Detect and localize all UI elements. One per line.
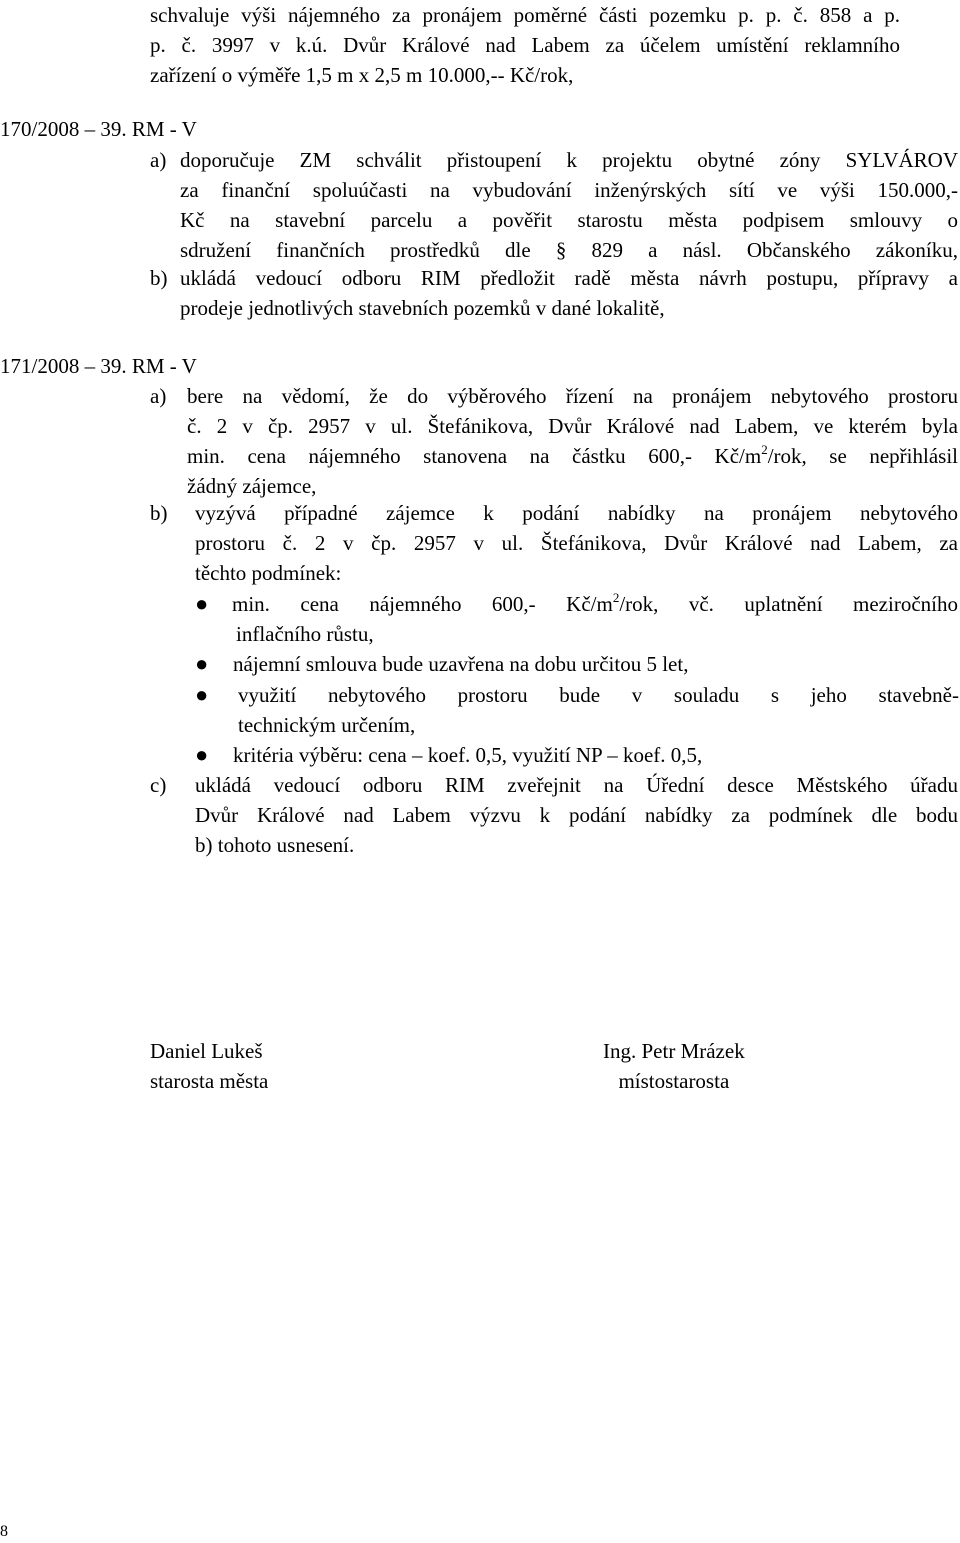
- bullet-item: [195, 649, 960, 679]
- bullet-text: [233, 649, 959, 679]
- item-text: [195, 770, 958, 860]
- bullet-item: [195, 589, 960, 649]
- item-line: prodeje jednotlivých stavebních pozemků v dané lokalitě,: [180, 296, 665, 320]
- resolution-171-heading: 171/2008 – 39. RM - V: [0, 354, 197, 378]
- bullet-icon: ●: [195, 651, 209, 676]
- resolution-171-item-c: [150, 770, 960, 860]
- bullet-line: min. cena nájemného 600,- $Kč/m^2$/rok, vč. uplatnění meziročního: [232, 590, 958, 616]
- intro-line: zařízení o výměře 1,5 m x 2,5 m 10.000,-- Kč/rok,: [150, 63, 574, 87]
- resolution-171-item-a: [150, 381, 960, 501]
- signatory-name: Ing. Petr Mrázek: [603, 1039, 745, 1063]
- signatory-name: Daniel Lukeš: [150, 1039, 263, 1063]
- intro-line: p. č. 3997 v k.ú. Dvůr Králové nad Labem za účelem umístění reklamního: [150, 33, 900, 57]
- item-line: těchto podmínek:: [195, 561, 342, 585]
- bullet-text: [238, 680, 959, 740]
- bullet-item: [195, 740, 960, 770]
- resolution-170-item-a: [150, 145, 960, 265]
- item-label: a): [150, 384, 167, 408]
- item-text: [195, 498, 958, 588]
- item-label: b): [150, 266, 168, 290]
- signature-left: [150, 1036, 268, 1096]
- item-label: c): [150, 773, 167, 797]
- item-line: ukládá vedoucí odboru RIM zveřejnit na Úřední desce Městského úřadu: [195, 773, 958, 797]
- item-line: za finanční spoluúčasti na vybudování inženýrských sítí ve výši 150.000,-: [180, 178, 958, 202]
- bullet-icon: ●: [195, 682, 209, 707]
- item-line: Dvůr Králové nad Labem výzvu k podání nabídky za podmínek dle bodu: [195, 803, 958, 827]
- item-line: č. 2 v čp. 2957 v ul. Štefánikova, Dvůr Králové nad Labem, ve kterém byla: [187, 414, 958, 438]
- bullet-icon: ●: [195, 591, 209, 616]
- item-line: sdružení finančních prostředků dle § 829 a násl. Občanského zákoníku,: [180, 238, 958, 262]
- bullet-line: využití nebytového prostoru bude v souladu s jeho stavebně-: [238, 683, 959, 707]
- item-line: vyzývá případné zájemce k podání nabídky na pronájem nebytového: [195, 501, 958, 525]
- superscript-2: 2: [761, 442, 768, 457]
- signature-right: [603, 1036, 745, 1096]
- page-number: 8: [0, 1523, 8, 1540]
- resolution-170-heading: 170/2008 – 39. RM - V: [0, 117, 197, 141]
- item-line: bere na vědomí, že do výběrového řízení na pronájem nebytového prostoru: [187, 384, 958, 408]
- bullet-line: inflačního růstu,: [236, 622, 374, 646]
- bullet-line: technickým určením,: [238, 713, 416, 737]
- item-line: ukládá vedoucí odboru RIM předložit radě města návrh postupu, přípravy a: [180, 266, 958, 290]
- bullet-text: [233, 740, 959, 770]
- bullet-icon: ●: [195, 742, 209, 767]
- bullet-line: kritéria výběru: cena – koef. 0,5, využití NP – koef. 0,5,: [233, 743, 703, 767]
- bullet-text: [232, 589, 958, 649]
- intro-paragraph: [150, 0, 900, 90]
- item-text: [180, 263, 958, 323]
- item-line: Kč na stavební parcelu a pověřit starostu města podpisem smlouvy o: [180, 208, 958, 232]
- resolution-170-item-b: [150, 263, 960, 323]
- signatory-title: starosta města: [150, 1069, 269, 1093]
- item-label: b): [150, 501, 168, 525]
- bullet-line: nájemní smlouva bude uzavřena na dobu určitou 5 let,: [233, 652, 689, 676]
- resolution-171-item-b: [150, 498, 960, 588]
- item-label: a): [150, 148, 167, 172]
- intro-line: schvaluje výši nájemného za pronájem poměrné části pozemku p. p. č. 858 a p.: [150, 3, 900, 27]
- item-line: b) tohoto usnesení.: [195, 833, 355, 857]
- item-text: [180, 145, 958, 265]
- item-line: min. cena nájemného stanovena na částku 600,- $Kč/m^2$/rok, se nepřihlásil: [187, 442, 958, 468]
- item-line: žádný zájemce,: [187, 474, 317, 498]
- item-line: prostoru č. 2 v čp. 2957 v ul. Štefánikova, Dvůr Králové nad Labem, za: [195, 531, 958, 555]
- superscript-2: 2: [612, 590, 620, 605]
- item-text: [187, 381, 958, 501]
- signatory-title: místostarosta: [618, 1069, 730, 1093]
- item-line: doporučuje ZM schválit přistoupení k projektu obytné zóny SYLVÁROV: [180, 148, 958, 172]
- bullet-item: [195, 680, 960, 740]
